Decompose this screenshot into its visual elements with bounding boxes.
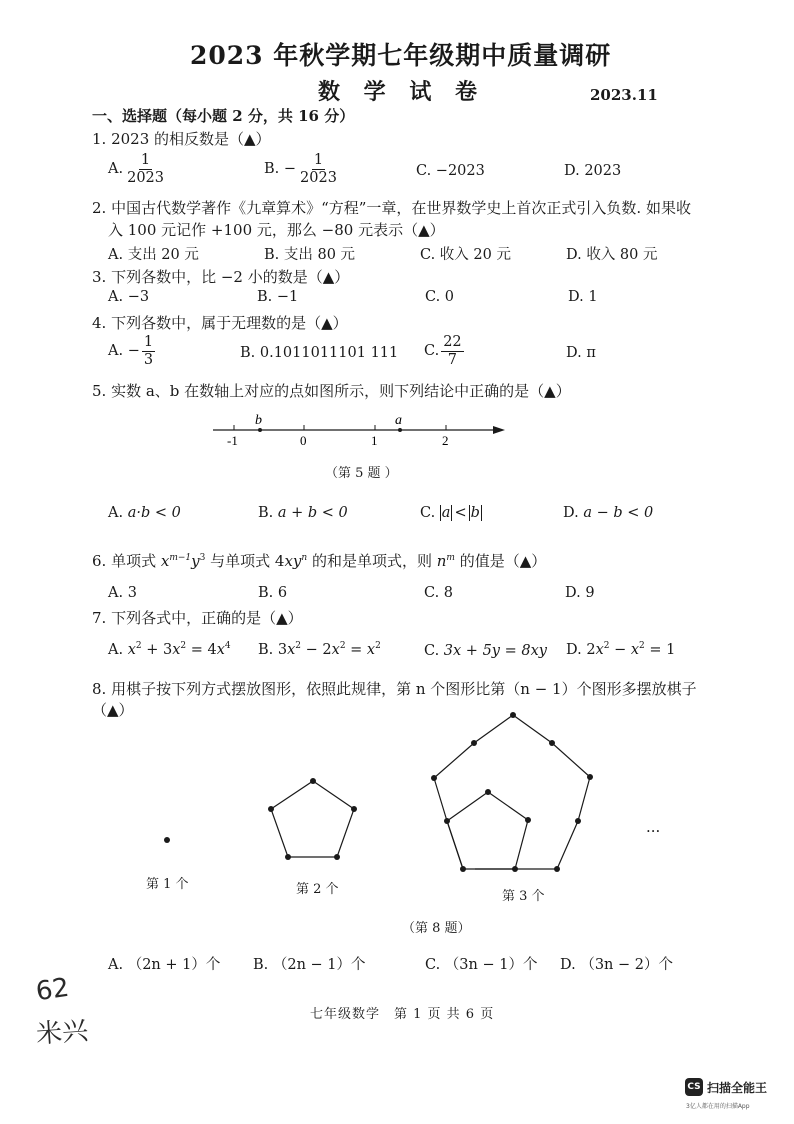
tick-label-neg1: -1	[227, 433, 238, 448]
q6-stem: 6. 单项式 $x^{m-1}y^3$ 与单项式 $4xy^n$ 的和是单项式，则 $n^m$ 的值是（▲）	[92, 552, 547, 570]
q7-option-c: C. 3x + 5y = 8xy	[424, 643, 547, 659]
q3-option-d: D. 1	[568, 289, 598, 305]
cs-brand: 扫描全能王	[707, 1080, 768, 1095]
q8-fig1-label: 第 1 个	[146, 877, 189, 892]
axis-arrow	[493, 426, 505, 434]
tick-label-2: 2	[442, 433, 449, 448]
fig1-dot	[164, 837, 170, 843]
q4-stem: 4. 下列各数中，属于无理数的是（▲）	[92, 314, 348, 332]
q1-option-d: D. 2023	[564, 163, 622, 179]
q3-option-a: A. −3	[108, 289, 150, 305]
page-footer: 七年级数学 第 1 页 共 6 页	[310, 1007, 495, 1022]
q8-option-b: B. （2n − 1）个	[253, 957, 366, 973]
q5-option-c: C. a < b	[420, 505, 480, 521]
cs-logo-icon: CS	[685, 1078, 703, 1096]
q8-ellipsis: ···	[646, 822, 661, 840]
cs-tagline: 3亿人都在用的扫描App	[686, 1103, 750, 1110]
q8-fig3-label: 第 3 个	[502, 889, 545, 904]
fig3-dot	[554, 866, 560, 872]
q8-option-a: A. （2n + 1）个	[108, 957, 221, 973]
fig3-dot	[471, 740, 477, 746]
number-line-figure	[205, 405, 515, 450]
q1-option-c: C. −2023	[416, 163, 485, 179]
q2-option-a: A. 支出 20 元	[108, 247, 199, 263]
fig2-dot	[285, 854, 291, 860]
q4-option-c: C. $\frac{22}{7}$	[424, 334, 462, 368]
exam-date: 2023.11	[590, 86, 658, 104]
q8-option-c: C. （3n − 1）个	[425, 957, 538, 973]
fig2-dot	[334, 854, 340, 860]
chess-pattern-figure	[140, 705, 680, 875]
section-heading: 一、选择题（每小题 2 分，共 16 分）	[92, 107, 355, 125]
q7-option-a: A. $x^2 + 3x^2 = 4x^4$	[108, 641, 231, 658]
tick-label-1: 1	[371, 433, 378, 448]
q6-option-d: D. 9	[565, 585, 595, 601]
point-b-label: b	[255, 413, 262, 428]
q7-option-b: B. $3x^2 - 2x^2 = x^2$	[258, 641, 381, 658]
q2-option-b: B. 支出 80 元	[264, 247, 356, 263]
q7-stem: 7. 下列各式中，正确的是（▲）	[92, 609, 303, 627]
scanner-watermark	[685, 1078, 767, 1096]
fig3-dot	[431, 775, 437, 781]
q4-option-d: D. π	[566, 345, 596, 361]
fig3-dot	[444, 818, 450, 824]
q8-caption: （第 8 题）	[402, 921, 471, 936]
fig3-dot	[485, 789, 491, 795]
q3-option-b: B. −1	[257, 289, 299, 305]
q7-option-d: D. $2x^2 - x^2 = 1$	[566, 641, 676, 658]
q2-stem-line2: 入 100 元记作 +100 元，那么 −80 元表示（▲）	[108, 221, 445, 239]
point-a-label: a	[395, 413, 402, 428]
fig2-dot	[310, 778, 316, 784]
exam-subtitle: 数 学 试 卷	[318, 79, 485, 105]
q3-option-c: C. 0	[425, 289, 455, 305]
q1-option-a: A. $\frac{1}{2023}$	[108, 152, 164, 186]
tick-label-0: 0	[300, 433, 307, 448]
q2-stem-line1: 2. 中国古代数学著作《九章算术》“方程”一章，在世界数学史上首次正式引入负数. 如果收	[92, 199, 691, 217]
q8-fig2-label: 第 2 个	[296, 882, 339, 897]
fig3-dot	[512, 866, 518, 872]
q8-option-d: D. （3n − 2）个	[560, 957, 673, 973]
q5-option-b: B. a + b < 0	[258, 505, 348, 521]
q6-option-b: B. 6	[258, 585, 288, 601]
fig3-dot	[460, 866, 466, 872]
handwritten-note-1: 62	[34, 972, 72, 1008]
fig3-inner-pentagon	[447, 792, 528, 869]
fig2-pentagon	[271, 781, 354, 857]
handwritten-note-2: 米兴	[35, 1016, 90, 1050]
q5-stem: 5. 实数 a、b 在数轴上对应的点如图所示，则下列结论中正确的是（▲）	[92, 382, 571, 400]
fig3-outline	[434, 715, 590, 869]
point-a-dot	[398, 428, 402, 432]
q2-option-d: D. 收入 80 元	[566, 247, 658, 263]
q5-caption: （第 5 题 ）	[325, 466, 398, 481]
q4-option-b: B. 0.1011011101 111	[240, 345, 399, 361]
q6-option-a: A. 3	[108, 585, 137, 601]
fig2-dot	[351, 806, 357, 812]
q4-option-a: A. − $\frac{1}{3}$	[108, 334, 154, 368]
q8-stem-line1: 8. 用棋子按下列方式摆放图形，依照此规律，第 n 个图形比第（n − 1）个图形多摆放棋子	[92, 680, 697, 698]
fig3-dot	[587, 774, 593, 780]
fig3-dot	[525, 817, 531, 823]
fig3-dot	[575, 818, 581, 824]
q5-option-a: A. a·b < 0	[108, 505, 181, 521]
fig2-dot	[268, 806, 274, 812]
exam-title: 2023 年秋学期七年级期中质量调研	[190, 41, 612, 70]
fig3-dot	[510, 712, 516, 718]
point-b-dot	[258, 428, 262, 432]
q5-option-d: D. a − b < 0	[563, 505, 654, 521]
q8-stem-line2: （▲）	[92, 701, 134, 719]
q3-stem: 3. 下列各数中，比 −2 小的数是（▲）	[92, 268, 350, 286]
q1-option-b: B. − $\frac{1}{2023}$	[264, 152, 337, 186]
q6-option-c: C. 8	[424, 585, 454, 601]
q2-option-c: C. 收入 20 元	[420, 247, 511, 263]
fig3-dot	[549, 740, 555, 746]
q1-stem: 1. 2023 的相反数是（▲）	[92, 130, 271, 148]
